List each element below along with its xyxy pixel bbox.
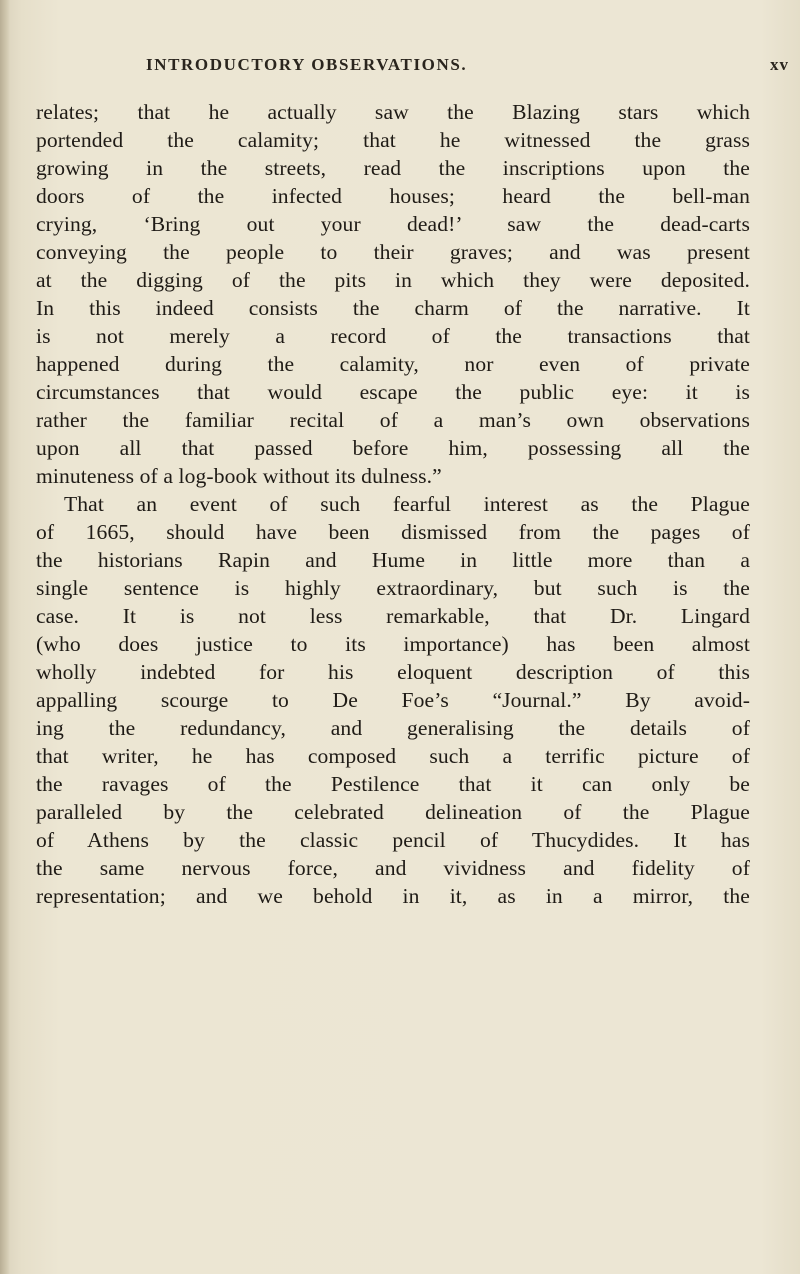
- text-line: circumstances that would escape the public eye: it is: [36, 380, 750, 404]
- text-line: of Athens by the classic pencil of Thucydides. It has: [36, 828, 750, 852]
- text-line: representation; and we behold in it, as in a mirror, the: [36, 884, 750, 908]
- text-line: growing in the streets, read the inscriptions upon the: [36, 156, 750, 180]
- text-line: the ravages of the Pestilence that it can only be: [36, 772, 750, 796]
- text-line: relates; that he actually saw the Blazing stars which: [36, 100, 750, 124]
- text-line: In this indeed consists the charm of the narrative. It: [36, 296, 750, 320]
- text-line: case. It is not less remarkable, that Dr. Lingard: [36, 604, 750, 628]
- text-line: the same nervous force, and vividness and fidelity of: [36, 856, 750, 880]
- page-number: xv: [770, 55, 789, 74]
- text-line: rather the familiar recital of a man’s own observations: [36, 408, 750, 432]
- text-line: upon all that passed before him, possessing all the: [36, 436, 750, 460]
- running-head: INTRODUCTORY OBSERVATIONS.: [146, 55, 468, 74]
- text-line: crying, ‘Bring out your dead!’ saw the dead-carts: [36, 212, 750, 236]
- text-line: at the digging of the pits in which they were deposited.: [36, 268, 750, 292]
- text-line: of 1665, should have been dismissed from the pages of: [36, 520, 750, 544]
- text-line: happened during the calamity, nor even of private: [36, 352, 750, 376]
- text-line: appalling scourge to De Foe’s “Journal.” By avoid-: [36, 688, 750, 712]
- text-line: That an event of such fearful interest as the Plague: [64, 492, 750, 516]
- text-line: minuteness of a log-book without its dulness.”: [36, 464, 442, 488]
- text-line: conveying the people to their graves; and was present: [36, 240, 750, 264]
- page-binding-edge: [0, 0, 10, 1274]
- text-line: portended the calamity; that he witnessed the grass: [36, 128, 750, 152]
- text-line: wholly indebted for his eloquent description of this: [36, 660, 750, 684]
- text-line: single sentence is highly extraordinary, but such is the: [36, 576, 750, 600]
- text-line: the historians Rapin and Hume in little more than a: [36, 548, 750, 572]
- text-line: is not merely a record of the transactions that: [36, 324, 750, 348]
- text-line: that writer, he has composed such a terrific picture of: [36, 744, 750, 768]
- text-line: doors of the infected houses; heard the bell-man: [36, 184, 750, 208]
- text-line: paralleled by the celebrated delineation of the Plague: [36, 800, 750, 824]
- text-line: ing the redundancy, and generalising the details of: [36, 716, 750, 740]
- text-line: (who does justice to its importance) has been almost: [36, 632, 750, 656]
